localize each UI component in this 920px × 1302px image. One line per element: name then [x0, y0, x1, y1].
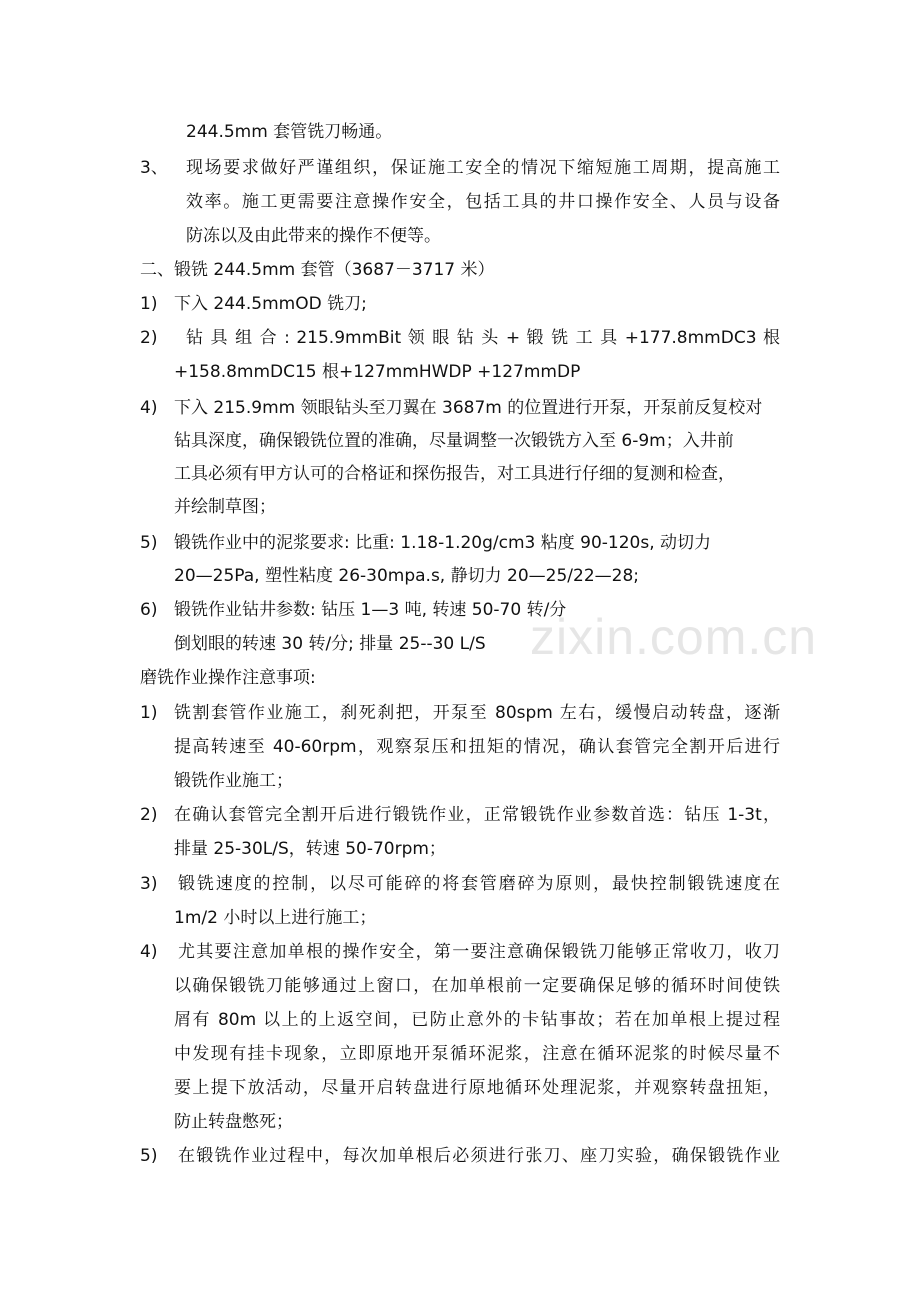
note-line: 尤其要注意加单根的操作安全，第一要注意确保锻铣刀能够正常收刀，收刀 — [178, 942, 780, 962]
note-line: 提高转速至 40-60rpm，观察泵压和扭矩的情况，确认套管完全割开后进行 — [174, 737, 780, 757]
note-number: 2) — [140, 805, 158, 825]
step-line: 下入 244.5mmOD 铣刀; — [174, 294, 367, 314]
step-line: 钻具深度，确保锻铣位置的准确，尽量调整一次锻铣方入至 6-9m；入井前 — [174, 431, 734, 451]
section-heading: 二、锻铣 244.5mm 套管（3687－3717 米） — [140, 260, 495, 280]
note-line: 以确保锻铣刀能够通过上窗口，在加单根前一定要确保足够的循环时间使铁 — [174, 976, 780, 996]
note-number: 4) — [140, 942, 158, 962]
note-number: 5) — [140, 1146, 158, 1166]
step-number: 5) — [140, 533, 158, 553]
step-number: 4) — [140, 398, 158, 418]
step-line: 并绘制草图； — [174, 497, 276, 517]
step-line: 20—25Pa, 塑性粘度 26-30mpa.s, 静切力 20—25/22—28; — [174, 566, 640, 586]
note-line: 铣割套管作业施工，刹死刹把，开泵至 80spm 左右，缓慢启动转盘，逐渐 — [174, 703, 780, 723]
paragraph-line: 防冻以及由此带来的操作不便等。 — [186, 226, 441, 246]
paragraph-line: 效率。施工更需要注意操作安全，包括工具的井口操作安全、人员与设备 — [186, 192, 780, 212]
paragraph-line: 现场要求做好严谨组织，保证施工安全的情况下缩短施工周期，提高施工 — [186, 158, 780, 178]
note-line: 屑有 80m 以上的上返空间，已防止意外的卡钻事故；若在加单根上提过程 — [174, 1010, 780, 1030]
step-line: +158.8mmDC15 根+127mmHWDP +127mmDP — [174, 362, 581, 382]
note-line: 1m/2 小时以上进行施工； — [174, 908, 377, 928]
note-line: 排量 25-30L/S，转速 50-70rpm； — [174, 839, 446, 859]
note-line: 防止转盘憋死； — [174, 1112, 293, 1132]
step-line: 锻铣作业钻井参数: 钻压 1—3 吨, 转速 50-70 转/分 — [174, 600, 567, 620]
step-number: 1) — [140, 294, 158, 314]
note-line: 在确认套管完全割开后进行锻铣作业，正常锻铣作业参数首选：钻压 1-3t， — [174, 805, 780, 825]
note-number: 3) — [140, 874, 158, 894]
item-number: 3、 — [140, 158, 168, 178]
step-number: 6) — [140, 600, 158, 620]
step-line: 锻铣作业中的泥浆要求: 比重: 1.18-1.20g/cm3 粘度 90-120s, 动切力 — [174, 533, 712, 553]
paragraph-line: 244.5mm 套管铣刀畅通。 — [186, 122, 393, 142]
step-line: 工具必须有甲方认可的合格证和探伤报告，对工具进行仔细的复测和检查， — [174, 464, 735, 484]
note-line: 在锻铣作业过程中，每次加单根后必须进行张刀、座刀实验，确保锻铣作业 — [178, 1146, 780, 1166]
step-number: 2) — [140, 328, 158, 348]
note-line: 要上提下放活动，尽量开启转盘进行原地循环处理泥浆，并观察转盘扭矩， — [174, 1078, 780, 1098]
watermark: zixin.com.cn — [530, 609, 818, 665]
step-line: 钻 具 组 合 : 215.9mmBit 领 眼 钻 头 + 锻 铣 工 具 +177.8mmDC3 根 — [186, 328, 780, 348]
notes-title: 磨铣作业操作注意事项: — [140, 668, 316, 688]
note-number: 1) — [140, 703, 158, 723]
step-line: 倒划眼的转速 30 转/分; 排量 25--30 L/S — [174, 634, 486, 654]
note-line: 锻铣速度的控制，以尽可能碎的将套管磨碎为原则，最快控制锻铣速度在 — [178, 874, 780, 894]
step-line: 下入 215.9mm 领眼钻头至刀翼在 3687m 的位置进行开泵，开泵前反复校对 — [174, 398, 763, 418]
note-line: 中发现有挂卡现象，立即原地开泵循环泥浆，注意在循环泥浆的时候尽量不 — [174, 1044, 780, 1064]
note-line: 锻铣作业施工； — [174, 771, 293, 791]
